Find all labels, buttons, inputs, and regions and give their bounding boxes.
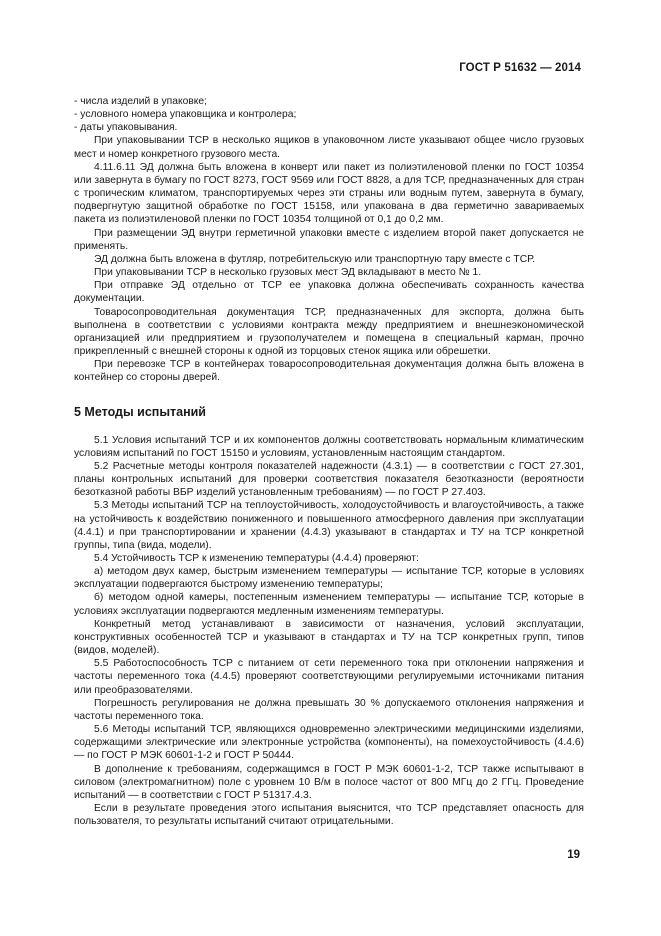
paragraph: Конкретный метод устанавливают в зависимости от назначения, условий эксплуатации, конструктивных особенностей ТСР и указывают в стандартах и ТУ на ТСР конкретных групп, типов (видов, моделей).: [74, 618, 584, 657]
paragraph: При перевозке ТСР в контейнерах товаросопроводительная документация должна быть вложена в контейнер со стороны дверей.: [74, 359, 584, 384]
paragraph: Товаросопроводительная документация ТСР, предназначенных для экспорта, должна быть выполнена в соответствии с условиями контракта между предприятием и внешнеэкономической организацией или предприятием и грузополучателем и помещена в специальный карман, прочно прикрепленный с внешней стороны к одной из торцовых стенок ящика или обрешетки.: [74, 306, 584, 357]
paragraph: 4.11.6.11 ЭД должна быть вложена в конверт или пакет из полиэтиленовой пленки по ГОСТ 10354 или завернута в бумагу по ГОСТ 8273, ГОСТ 9569 или ГОСТ 8828, а для ТСР, предназначенных для стран с тропическим климатом, транспортируемых через эти страны или водным путем, завернута в бумагу, подвергнутую защитной обработке по ГОСТ 15158, или упакована в два герметично завариваемых пакета из полиэтиленовой пленки по ГОСТ 10354 толщиной от 0,1 до 0,2 мм.: [74, 161, 584, 226]
paragraph: 5.1 Условия испытаний ТСР и их компонентов должны соответствовать нормальным климатическим условиям испытаний по ГОСТ 15150 и условиям, установленным настоящим стандартом.: [74, 434, 584, 459]
paragraph: При упаковывании ТСР в несколько грузовых мест ЭД вкладывают в место № 1.: [94, 267, 482, 279]
paragraph: б) методом одной камеры, постепенным изменением температуры — испытание ТСР, которые в условиях эксплуатации подвергаются медленным изменениям температуры.: [74, 592, 584, 617]
paragraph: - числа изделий в упаковке;: [74, 96, 207, 107]
paragraph: 5.3 Методы испытаний ТСР на теплоустойчивость, холодоустойчивость и влагоустойчивость, а также на устойчивость к воздействию пониженного и повышенного атмосферного давления при эксплуатации (4.4.1) и при транспортировании и хранении (4.4.3) указывают в стандартах и ТУ на ТСР конкретной группы, типа (вида, модели).: [74, 500, 584, 551]
document-body: [74, 95, 584, 828]
paragraph: При размещении ЭД внутри герметичной упаковки вместе с изделием второй пакет допускается не применять.: [74, 227, 584, 252]
document-header: ГОСТ Р 51632 — 2014: [459, 62, 581, 74]
paragraph: В дополнение к требованиям, содержащимся в ГОСТ Р МЭК 60601-1-2, ТСР также испытывают в силовом (электромагнитном) поле с уровнем 10 В/м в полосе частот от 800 МГц до 2 ГГц. Проведение испытаний — в соответствии с ГОСТ Р 51317.4.3.: [74, 763, 584, 801]
paragraph: - условного номера упаковщика и контролера;: [74, 109, 297, 121]
test-methods-text-block: [74, 434, 584, 829]
paragraph: При отправке ЭД отдельно от ТСР ее упаковка должна обеспечивать сохранность качества документации.: [74, 280, 584, 305]
paragraph: ЭД должна быть вложена в футляр, потребительскую или транспортную тару вместе с ТСР.: [94, 253, 535, 265]
paragraph: При упаковывании ТСР в несколько ящиков в упаковочном листе указывают общее число грузовых мест и номер конкретного грузового места.: [74, 135, 584, 160]
paragraph: - даты упаковывания.: [74, 122, 178, 134]
paragraph: 5.2 Расчетные методы контроля показателей надежности (4.3.1) — в соответствии с ГОСТ 27.301, планы контрольных испытаний для проверки соответствия показателя безотказности (вероятности безотказной работы ВБР изделий установленным требованиям) — по ГОСТ Р 27.403.: [74, 460, 584, 499]
page-number: 19: [567, 849, 580, 861]
paragraph: Если в результате проведения этого испытания выяснится, что ТСР представляет опасность для пользователя, то результаты испытаний считают отрицательными.: [74, 802, 584, 828]
section-title: 5 Методы испытаний: [74, 405, 206, 420]
paragraph: Погрешность регулирования не должна превышать 30 % допускаемого отклонения напряжения и частоты переменного тока.: [74, 697, 584, 722]
paragraph: а) методом двух камер, быстрым изменением температуры — испытание ТСР, которые в условиях эксплуатации подвергаются быстрому изменению температуры;: [74, 566, 584, 591]
paragraph: 5.6 Методы испытаний ТСР, являющихся одновременно электрическими медицинскими изделиями, содержащими электрические или электронные устройства (компоненты), на помехоустойчивость (4.4.6) — по ГОСТ Р МЭК 60601-1-2 и ГОСТ Р 50444.: [74, 724, 584, 762]
paragraph: 5.5 Работоспособность ТСР с питанием от сети переменного тока при отклонении напряжения и частоты переменного тока (4.4.5) проверяют соответствующими регулируемыми источниками питания или преобразователями.: [74, 658, 584, 696]
paragraph: 5.4 Устойчивость ТСР к изменению температуры (4.4.4) проверяют:: [94, 553, 419, 564]
packaging-text-block: [74, 95, 584, 384]
